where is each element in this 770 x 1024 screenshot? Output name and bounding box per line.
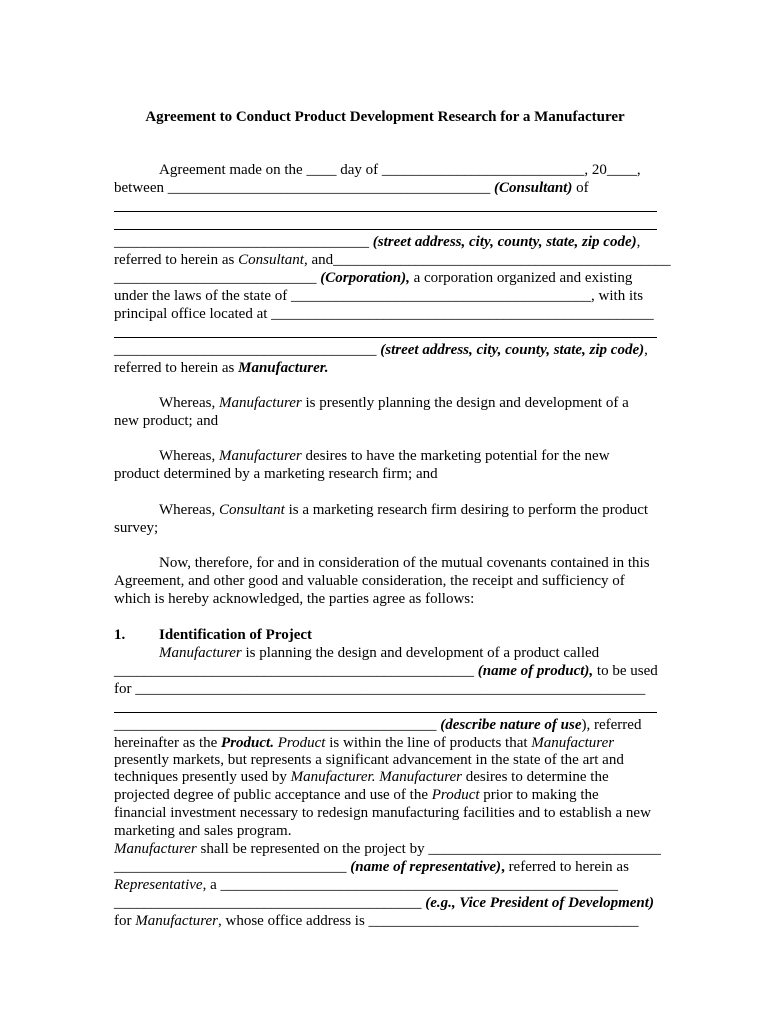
section-1-line: financial investment necessary to redesign manufacturing facilities and to establish a new: [114, 805, 651, 821]
whereas-paragraph-1: Whereas, Manufacturer is presently planning the design and development of a: [159, 395, 629, 411]
product-name-line: ________________________________________________ (name of product), to be used: [114, 663, 658, 679]
nature-of-use-line: ___________________________________________ (describe nature of use), referred: [114, 717, 642, 733]
principal-office-line: principal office located at ___________________________________________________: [114, 306, 654, 322]
consultant-reference-line: referred to herein as Consultant, and_____________________________________________: [114, 252, 671, 268]
state-of-organization-line: under the laws of the state of ________________________________________, with its: [114, 288, 644, 304]
product-use-line: for ____________________________________________________________________: [114, 681, 646, 697]
section-1-line: Manufacturer is planning the design and development of a product called: [159, 645, 600, 661]
blank-rule: [114, 337, 657, 338]
now-therefore-paragraph: Now, therefore, for and in consideration of the mutual covenants contained in this: [159, 555, 650, 571]
representative-title-line: Representative, a _____________________________________________________: [114, 877, 618, 893]
office-address-line: for Manufacturer, whose office address is ____________________________________: [114, 913, 639, 929]
section-1-line: marketing and sales program.: [114, 823, 292, 839]
section-title: Identification of Project: [159, 627, 313, 643]
representative-line: Manufacturer shall be represented on the project by _______________________________: [114, 841, 661, 857]
corporation-name-line: ___________________________ (Corporation), a corporation organized and existing: [114, 270, 633, 286]
whereas-paragraph-2: Whereas, Manufacturer desires to have the marketing potential for the new: [159, 448, 610, 464]
whereas-paragraph-1-cont: new product; and: [114, 413, 219, 429]
whereas-paragraph-3: Whereas, Consultant is a marketing research firm desiring to perform the product: [159, 502, 649, 518]
representative-position-line: _________________________________________ (e.g., Vice President of Development): [114, 895, 654, 911]
section-1-line: presently markets, but represents a significant advancement in the state of the art and: [114, 752, 624, 768]
blank-rule: [114, 211, 657, 212]
whereas-paragraph-3-cont: survey;: [114, 520, 159, 536]
consultant-address-line: __________________________________ (street address, city, county, state, zip code),: [114, 234, 641, 250]
representative-name-line: _______________________________ (name of representative), referred to herein as: [114, 859, 629, 875]
manufacturer-reference-line: referred to herein as Manufacturer.: [114, 360, 329, 376]
section-1-line: techniques presently used by Manufacturer. Manufacturer desires to determine the: [114, 769, 609, 785]
now-therefore-paragraph-cont: which is hereby acknowledged, the parties agree as follows:: [114, 591, 475, 607]
manufacturer-address-line: ___________________________________ (street address, city, county, state, zip code),: [114, 342, 648, 358]
section-1-line: hereinafter as the Product. Product is within the line of products that Manufacturer: [114, 735, 615, 751]
consultant-name-line: between ___________________________________________ (Consultant) of: [114, 180, 589, 196]
section-1-heading: [114, 626, 657, 644]
blank-rule: [114, 712, 657, 713]
now-therefore-paragraph-cont: Agreement, and other good and valuable consideration, the receipt and sufficiency of: [114, 573, 625, 589]
section-number: 1.: [114, 627, 126, 643]
section-1-line: projected degree of public acceptance and use of the Product prior to making the: [114, 787, 599, 803]
document-title: Agreement to Conduct Product Development Research for a Manufacturer: [145, 109, 625, 125]
agreement-date-line: Agreement made on the ____ day of ___________________________, 20____,: [159, 162, 641, 178]
blank-rule: [114, 229, 657, 230]
whereas-paragraph-2-cont: product determined by a marketing research firm; and: [114, 466, 438, 482]
